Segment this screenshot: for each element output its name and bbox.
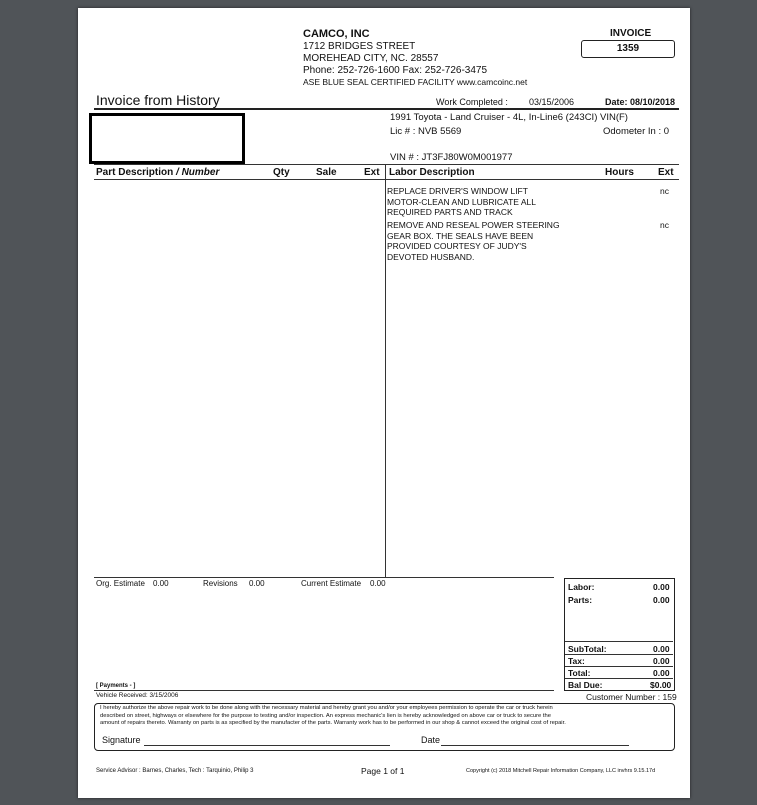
col-labor-ext: Ext [658,167,674,178]
subtotal-value: 0.00 [653,644,670,654]
customer-info-redacted [89,113,245,164]
vehicle-divider [94,164,679,165]
shop-phone: Phone: 252-726-1600 Fax: 252-726-3475 [303,65,488,76]
labor-line-2-text-4: DEVOTED HUSBAND. [387,251,475,262]
shop-address2: MOREHEAD CITY, NC. 28557 [303,53,439,64]
subtotal-divider [565,641,673,642]
vehicle-lic: Lic # : NVB 5569 [390,126,462,137]
signature-line [144,745,390,746]
baldue-divider [565,678,673,679]
terms-line-2: described on street, highways or elsewhere for the purpose to testing and/or inspection. An express mechanic's lien is hereby acknowledged on above car or truck to secure the [100,712,551,719]
current-estimate-label: Current Estimate [301,579,362,588]
labor-line-2 [387,220,560,262]
parts-total-label: Parts: [568,595,593,605]
shop-address1: 1712 BRIDGES STREET [303,41,416,52]
payments-divider [94,690,554,691]
revisions-value: 0.00 [249,579,265,588]
org-estimate-label: Org. Estimate [96,579,145,588]
tax-value: 0.00 [653,656,670,666]
invoice-number-box [581,40,675,58]
current-estimate-value: 0.00 [370,579,386,588]
labor-line-2-text-2: GEAR BOX. THE SEALS HAVE BEEN [387,230,534,241]
invoice-date: Date: 08/10/2018 [605,97,676,107]
work-completed-date: 03/15/2006 [529,97,575,107]
labor-line-1 [387,186,536,218]
total-value: 0.00 [653,668,670,678]
labor-line-1-text-3: REQUIRED PARTS AND TRACK [387,207,513,217]
bal-due-value: $0.00 [650,680,672,690]
terms-line-3: amount of repairs thereto. Warranty on parts is as specified by the manufacter of the parts. Warranty work has to be performed in our shop & cannot exceed the original cost of repair. [100,720,566,726]
footer-copyright: Copyright (c) 2018 Mitchell Repair Information Company, LLC invhrs 9.15.17d [466,768,656,774]
total-label: Total: [568,668,591,678]
col-ext: Ext [364,167,380,178]
subtotal-label: SubTotal: [568,644,607,654]
customer-number: Customer Number : 159 [586,692,677,702]
title-divider [94,108,679,110]
labor-line-1-text-2: MOTOR-CLEAN AND LUBRICATE ALL [387,196,536,207]
total-divider [565,666,673,667]
bal-due-label: Bal Due: [568,680,603,690]
header-divider [94,179,679,180]
payments-label: [ Payments - ] [96,683,136,689]
col-part-description [96,167,219,178]
shop-name: CAMCO, INC [303,28,370,40]
footer-page: Page 1 of 1 [361,766,405,776]
footer-advisor: Service Advisor : Barnes, Charles, Tech : Tarquinio, Philip 3 [96,768,254,774]
date-label: Date [421,735,441,745]
col-hours: Hours [605,167,634,178]
tax-label: Tax: [568,656,585,666]
shop-tagline: ASE BLUE SEAL CERTIFIED FACILITY www.camcoinc.net [303,77,528,87]
col-sale: Sale [316,167,337,178]
signature-label: Signature [102,735,141,745]
labor-line-2-text-1: REMOVE AND RESEAL POWER STEERING [387,220,560,230]
date-line [441,745,629,746]
labor-line-2-text-3: PROVIDED COURTESY OF JUDY'S [387,241,527,251]
col-number-label: / Number [176,167,220,178]
odometer: Odometer In : 0 [603,126,670,137]
authorization-terms [100,705,566,728]
parts-total-value: 0.00 [653,595,670,605]
labor-line-1-ext: nc [660,186,669,196]
labor-total-value: 0.00 [653,582,670,592]
revisions-label: Revisions [203,579,238,588]
col-part-description-label: Part Description [96,167,174,178]
invoice-page [78,8,690,798]
tax-divider [565,654,673,655]
invoice-label: INVOICE [610,28,652,39]
parts-labor-divider [385,165,386,577]
labor-line-1-text-1: REPLACE DRIVER'S WINDOW LIFT [387,186,528,196]
invoice-number: 1359 [616,43,640,54]
terms-line-1: I hereby authorize the above repair work to be done along with the necessary material and hereby grant you and/or your employees permission to operate the car or truck herein [100,705,553,711]
work-completed-label: Work Completed : [436,97,508,107]
col-labor-description: Labor Description [389,167,475,178]
vehicle-description: 1991 Toyota - Land Cruiser - 4L, In-Line6 (243CI) VIN(F) [390,112,628,123]
col-qty: Qty [273,167,290,178]
labor-line-2-ext: nc [660,220,669,230]
labor-total-label: Labor: [568,582,595,592]
estimates-top-divider [94,577,554,578]
vehicle-vin: VIN # : JT3FJ80W0M001977 [390,152,513,163]
vehicle-received: Vehicle Received: 3/15/2006 [96,692,179,699]
page-title: Invoice from History [96,92,220,108]
org-estimate-value: 0.00 [153,579,169,588]
